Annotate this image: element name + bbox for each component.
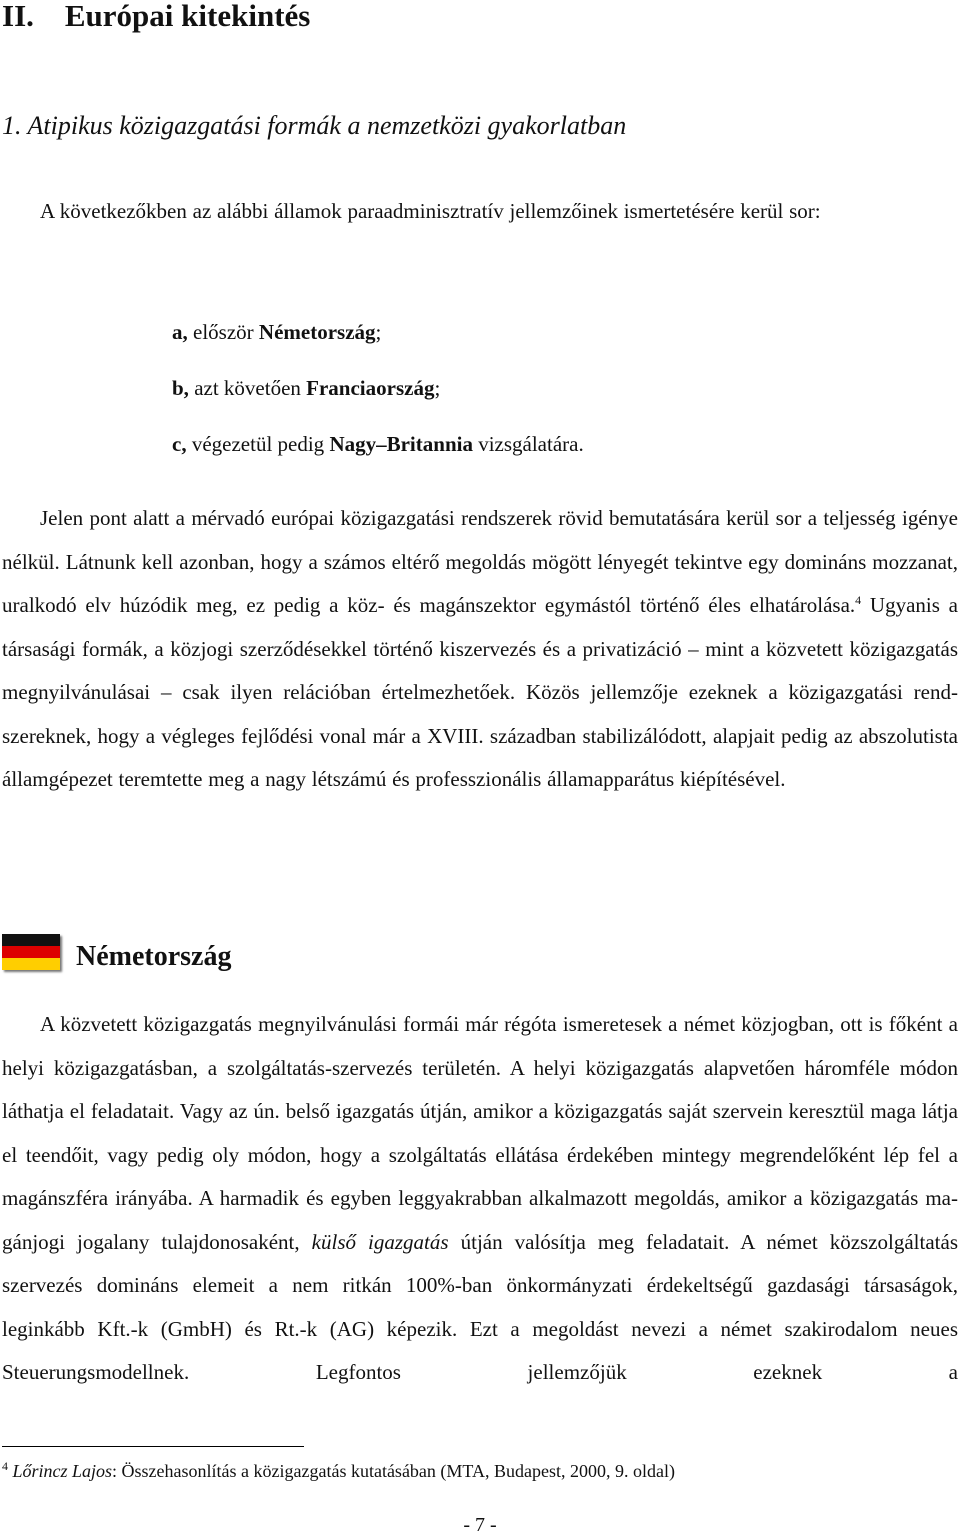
country-heading: [2, 922, 231, 982]
list-item: a, először Németország;: [172, 320, 382, 344]
footnote-ref[interactable]: 4: [855, 593, 862, 607]
page-number: - 7 -: [463, 1514, 497, 1536]
footnote: $^4$ Lőrincz Lajos: Összehasonlítás a közigazgatás kutatásában (MTA, Budapest, 2000, 9. oldal): [2, 1459, 675, 1481]
chapter-title: II. Európai kitekintés: [2, 0, 311, 33]
list-item: c, végezetül pedig Nagy–Britannia vizsgálatára.: [172, 432, 584, 456]
body-paragraph-1: Jelen pont alatt a mérvadó európai közigazgatási rendszerek rövid bemutatására kerül sor a teljesség igénye nélkül. Látnunk kell azonban, hogy a számos eltérő megoldás mögött lényegét tekintve egy domináns mozzanat, uralkodó elv húzódik meg, ez pedig a köz- és magánszektor egymástól történő éles elhatárolása.$^4$ Ugyanis a társasági formák, a közjogi szerződésekkel történő kiszervezés és a privatizáció – mint a közvetett közigazgatás megnyilvánulásai – csak ilyen relációban értelmezhetőek. Közös jellemzője ezeknek a közigazgatási rendszereknek, hogy a végleges fejlődési vonal már a XVIII. században stabilizálódott, alapjait pedig az abszolutista államgépezet teremtette meg a nagy létszámú és professzionális államapparátus kiépítésével.: [2, 506, 958, 791]
german-flag-icon: [2, 934, 60, 970]
list-item: b, azt követően Franciaország;: [172, 376, 441, 400]
country-title: Németország: [76, 941, 232, 972]
section-title: 1. Atipikus közigazgatási formák a nemzetközi gyakorlatban: [2, 111, 627, 140]
intro-paragraph: A következőkben az alábbi államok paraadminisztratív jellemzőinek ismertetésére kerül sor:: [40, 199, 821, 223]
country-list: [172, 304, 584, 472]
body-paragraph-2: A közvetett közigazgatás megnyilvánulási formái már régóta ismeretesek a német közjogban, ott is főként a helyi közigazgatásban, a szolgáltatás-szervezés területén. A helyi közigazgatás alapvetően háromféle módon láthatja el feladatait. Vagy az ún. belső igazgatás útján, amikor a közigazgatás saját szervein keresztül maga látja el teendőit, vagy pedig oly módon, hogy a szolgáltatás ellátása érdekében mintegy megrendelőként lép fel a magánszféra irányába. A harmadik és egyben leggyakrabban alkalmazott megoldás, amikor a közigazgatás magánjogi jogalany tulajdonosaként, külső igazgatás útján valósítja meg feladatait. A német közszolgáltatás szervezés domináns elemeit a nem ritkán 100%-ban önkormányzati érdekeltségű gazdasági társaságok, leginkább Kft.-k (GmbH) és Rt.-k (AG) képezik. Ezt a megoldást nevezi a német szakirodalom neues Steuerungsmodellnek. Legfontos jellemzőjük ezeknek a: [2, 1012, 958, 1384]
footnote-separator: [2, 1446, 304, 1447]
